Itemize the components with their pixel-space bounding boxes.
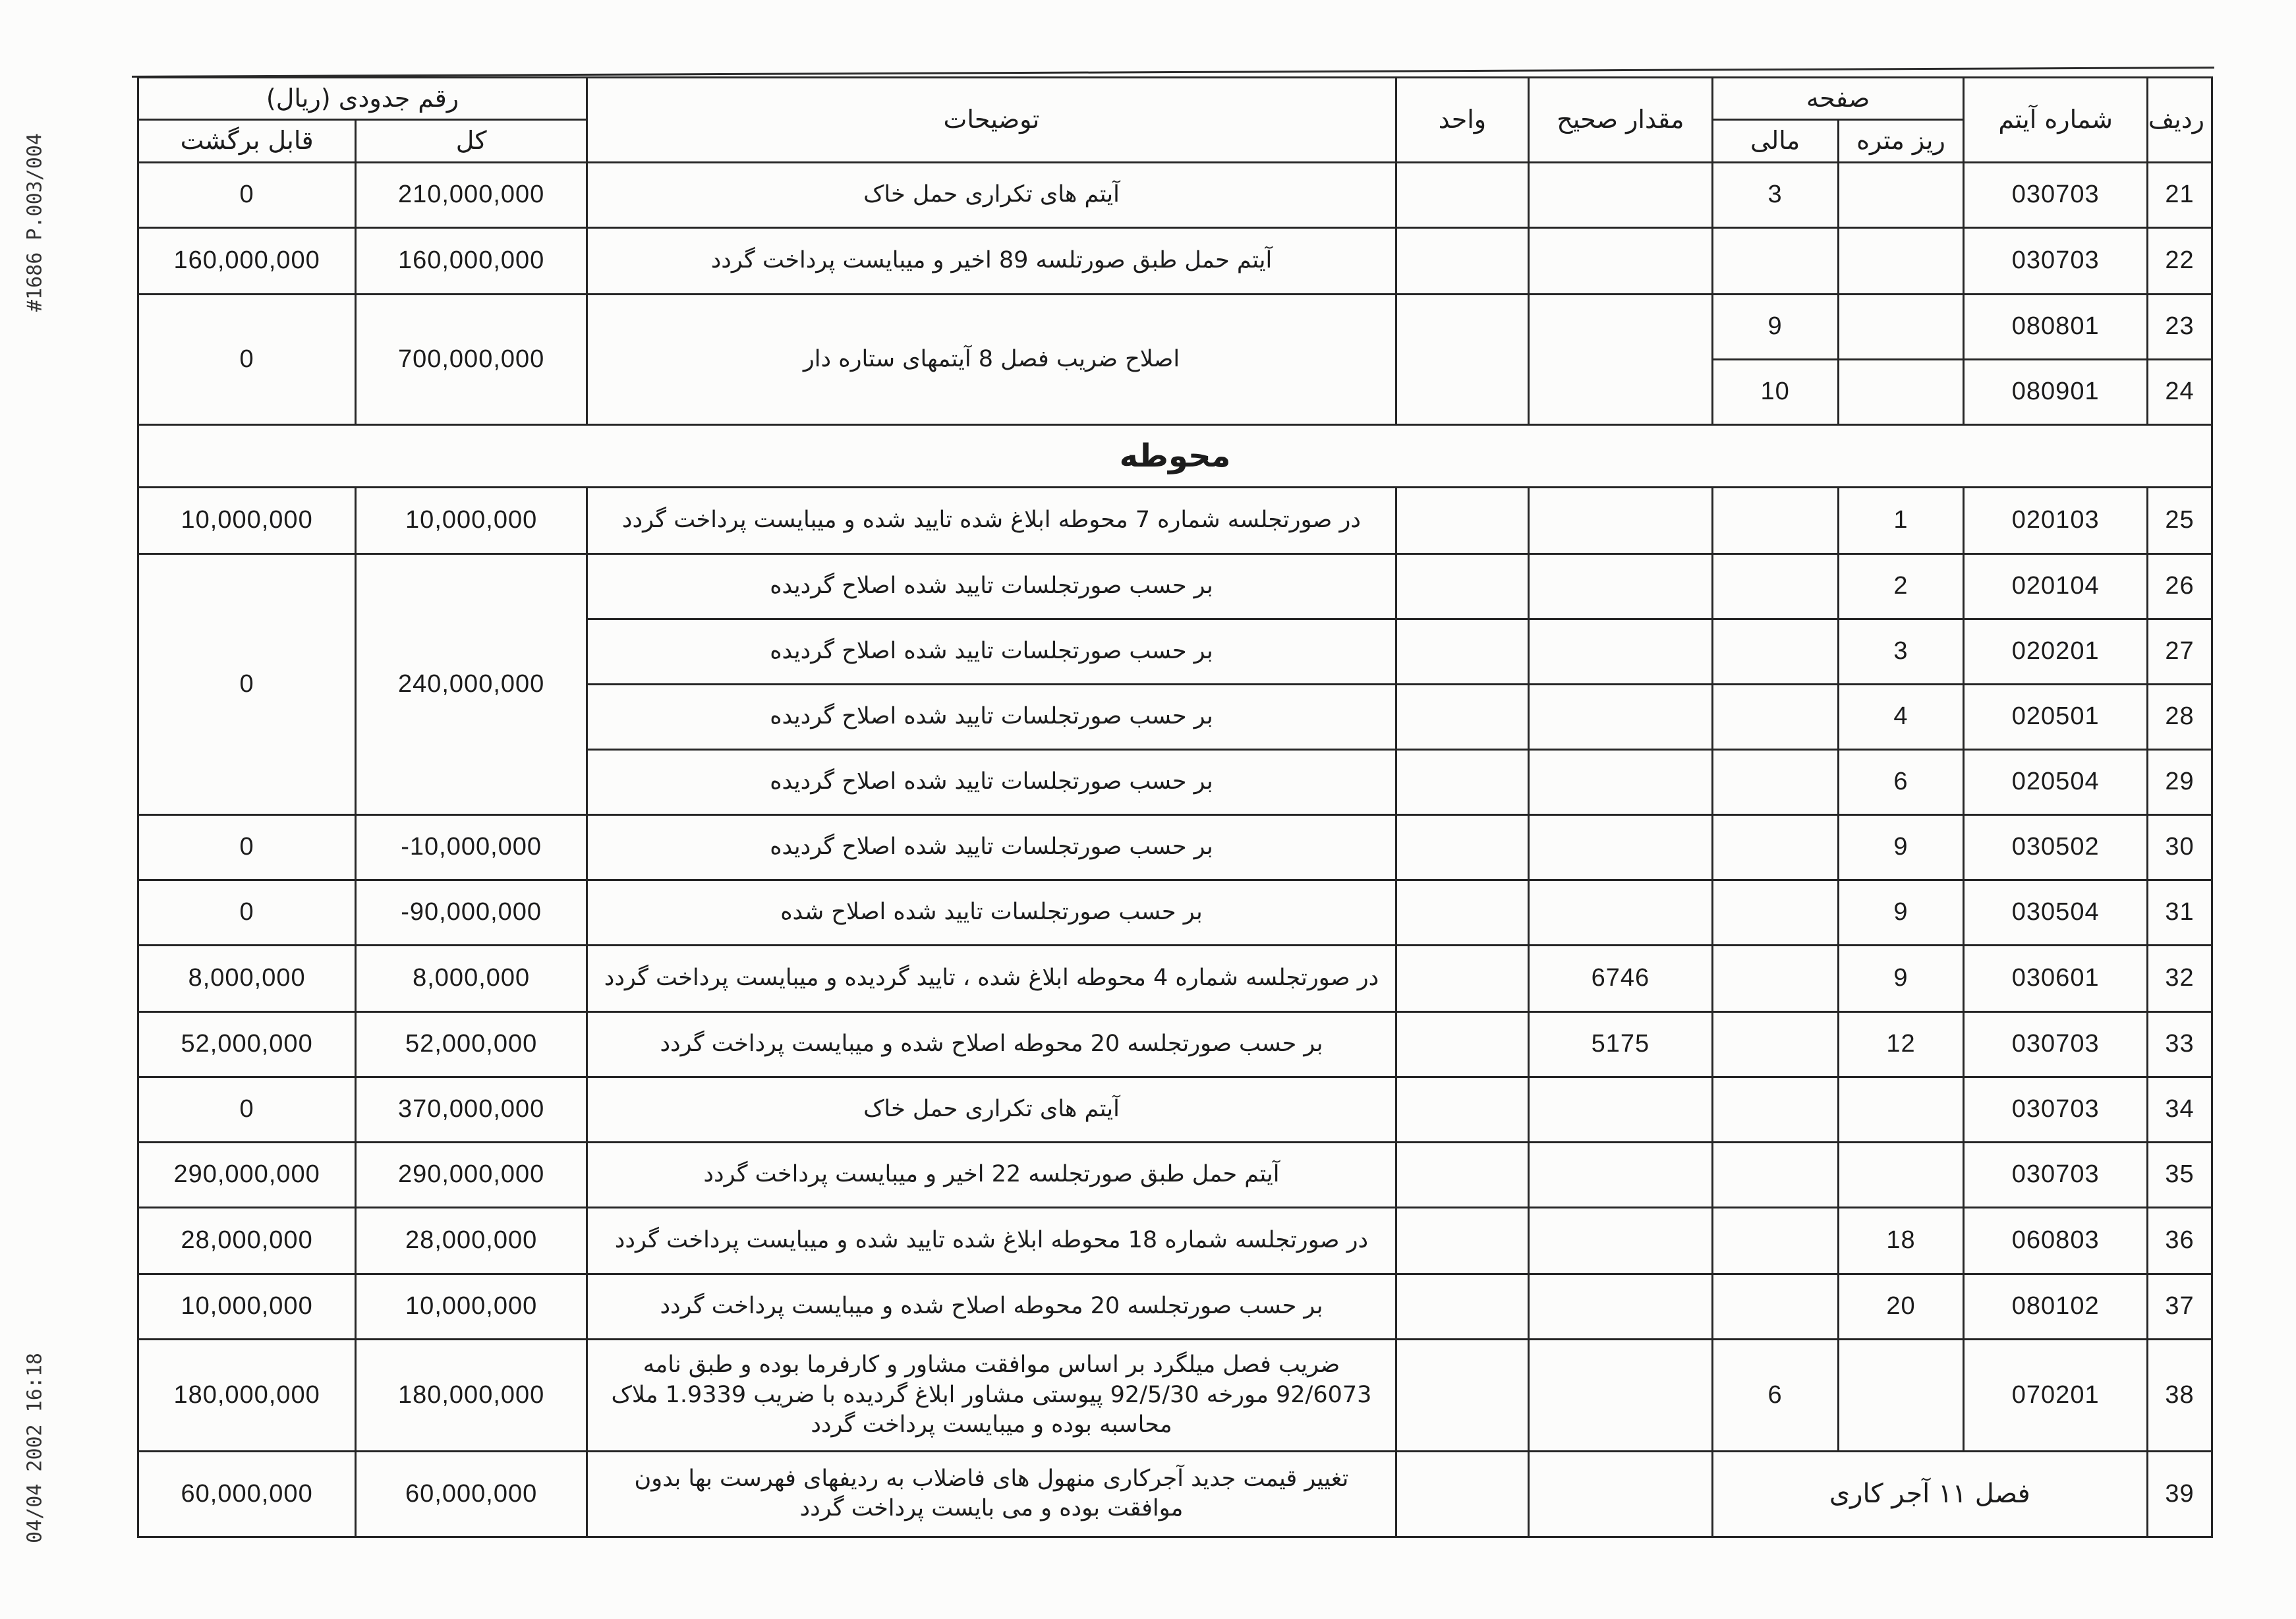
cell-unit xyxy=(1396,814,1528,880)
table-row xyxy=(138,227,2212,294)
cell-item-no: 080801 xyxy=(1964,294,2148,359)
cell-refundable: 160,000,000 xyxy=(138,227,356,294)
cell-item-no: 080102 xyxy=(1964,1274,2148,1339)
cell-total: 60,000,000 xyxy=(356,1451,587,1537)
cell-description: بر حسب صورتجلسات تایید شده اصلاح گردیده xyxy=(587,554,1396,619)
cell-row-no: 26 xyxy=(2147,554,2212,619)
cell-page-financial: 10 xyxy=(1712,359,1838,424)
cell-row-no: 35 xyxy=(2147,1142,2212,1207)
header-description: توضیحات xyxy=(587,78,1396,163)
cell-total: 160,000,000 xyxy=(356,227,587,294)
cell-correct-amount xyxy=(1529,554,1713,619)
cell-unit xyxy=(1396,1207,1528,1274)
cell-total: -90,000,000 xyxy=(356,880,587,945)
table-row xyxy=(138,814,2212,880)
cell-correct-amount xyxy=(1529,1274,1713,1339)
cell-correct-amount: 6746 xyxy=(1529,945,1713,1011)
cell-page-meter xyxy=(1838,1339,1964,1451)
cell-unit xyxy=(1396,1011,1528,1077)
cell-page-financial xyxy=(1712,814,1838,880)
table-row xyxy=(138,487,2212,554)
cell-page-meter: 3 xyxy=(1838,619,1964,684)
cell-unit xyxy=(1396,487,1528,554)
cell-refundable: 0 xyxy=(138,814,356,880)
cell-row-no: 22 xyxy=(2147,227,2212,294)
cell-description: در صورتجلسه شماره 7 محوطه ابلاغ شده تایید شده و میبایست پرداخت گردد xyxy=(587,487,1396,554)
cell-page-meter: 20 xyxy=(1838,1274,1964,1339)
cell-total: 290,000,000 xyxy=(356,1142,587,1207)
cell-correct-amount xyxy=(1529,1207,1713,1274)
cell-item-no: 020103 xyxy=(1964,487,2148,554)
cell-page-financial: 3 xyxy=(1712,162,1838,227)
cell-description: بر حسب صورتجلسات تایید شده اصلاح گردیده xyxy=(587,619,1396,684)
section-row xyxy=(138,424,2212,487)
cell-page-meter xyxy=(1838,162,1964,227)
cell-item-no: 030703 xyxy=(1964,227,2148,294)
cell-correct-amount xyxy=(1529,487,1713,554)
cell-description: در صورتجلسه شماره 18 محوطه ابلاغ شده تایید شده و میبایست پرداخت گردد xyxy=(587,1207,1396,1274)
cell-description: بر حسب صورتجلسه 20 محوطه اصلاح شده و میبایست پرداخت گردد xyxy=(587,1011,1396,1077)
cell-page-financial xyxy=(1712,227,1838,294)
header-amount-group: رقم جدودی (ریال) xyxy=(138,78,587,120)
cell-correct-amount xyxy=(1529,294,1713,424)
cell-correct-amount xyxy=(1529,162,1713,227)
cell-row-no: 30 xyxy=(2147,814,2212,880)
cell-description: بر حسب صورتجلسات تایید شده اصلاح گردیده xyxy=(587,814,1396,880)
cell-total: 180,000,000 xyxy=(356,1339,587,1451)
document-table-wrapper xyxy=(137,76,2213,1538)
table-row xyxy=(138,1274,2212,1339)
cell-item-no: 030502 xyxy=(1964,814,2148,880)
fax-header-margin xyxy=(12,0,58,1619)
header-correct-amount: مقدار صحیح xyxy=(1529,78,1713,163)
header-item-no: شماره آیتم xyxy=(1964,78,2148,163)
cell-description: تغییر قیمت جدید آجرکاری منهول های فاضلاب به ردیفهای فهرست بها بدون موافقت بوده و می بایست پرداخت گردد xyxy=(587,1451,1396,1537)
cell-item-no: 020504 xyxy=(1964,749,2148,814)
cell-correct-amount xyxy=(1529,1451,1713,1537)
cell-refundable: 0 xyxy=(138,880,356,945)
cell-page-meter: 2 xyxy=(1838,554,1964,619)
cell-total: 370,000,000 xyxy=(356,1077,587,1142)
cell-row-no: 32 xyxy=(2147,945,2212,1011)
cell-unit xyxy=(1396,1451,1528,1537)
cell-refundable: 0 xyxy=(138,294,356,424)
table-row xyxy=(138,945,2212,1011)
cell-refundable: 0 xyxy=(138,1077,356,1142)
cell-unit xyxy=(1396,684,1528,749)
cell-refundable: 28,000,000 xyxy=(138,1207,356,1274)
table-row xyxy=(138,1451,2212,1537)
cell-row-no: 29 xyxy=(2147,749,2212,814)
cell-refundable: 10,000,000 xyxy=(138,487,356,554)
cell-page-financial xyxy=(1712,684,1838,749)
cell-page-meter: 1 xyxy=(1838,487,1964,554)
cell-page-meter xyxy=(1838,1142,1964,1207)
cell-row-no: 28 xyxy=(2147,684,2212,749)
table-row xyxy=(138,1011,2212,1077)
cell-correct-amount xyxy=(1529,1339,1713,1451)
cell-refundable: 0 xyxy=(138,162,356,227)
cell-description: اصلاح ضریب فصل 8 آیتمهای ستاره دار xyxy=(587,294,1396,424)
cell-unit xyxy=(1396,619,1528,684)
cell-item-no: 020104 xyxy=(1964,554,2148,619)
cell-page-meter xyxy=(1838,227,1964,294)
cell-refundable: 8,000,000 xyxy=(138,945,356,1011)
cell-page-financial xyxy=(1712,749,1838,814)
cell-page-financial xyxy=(1712,487,1838,554)
items-table xyxy=(137,76,2213,1538)
fax-id-text: #1686 P.003/004 xyxy=(23,133,47,312)
cell-item-no: 060803 xyxy=(1964,1207,2148,1274)
cell-page-financial xyxy=(1712,1142,1838,1207)
cell-description: آیتم حمل طبق صورتجلسه 22 اخیر و میبایست پرداخت گردد xyxy=(587,1142,1396,1207)
cell-refundable: 290,000,000 xyxy=(138,1142,356,1207)
cell-item-no: 030601 xyxy=(1964,945,2148,1011)
cell-unit xyxy=(1396,945,1528,1011)
cell-item-no: 030703 xyxy=(1964,162,2148,227)
header-page-meter: ریز متره xyxy=(1838,120,1964,162)
cell-page-meter: 4 xyxy=(1838,684,1964,749)
cell-page-financial xyxy=(1712,554,1838,619)
cell-row-no: 27 xyxy=(2147,619,2212,684)
cell-refundable: 180,000,000 xyxy=(138,1339,356,1451)
fax-date-text: 04/04 2002 16:18 xyxy=(23,1353,47,1543)
cell-page-financial xyxy=(1712,1011,1838,1077)
table-row xyxy=(138,1077,2212,1142)
cell-row-no: 21 xyxy=(2147,162,2212,227)
cell-description: آیتم های تکراری حمل خاک xyxy=(587,162,1396,227)
cell-row-no: 39 xyxy=(2147,1451,2212,1537)
cell-correct-amount xyxy=(1529,1142,1713,1207)
cell-total: 210,000,000 xyxy=(356,162,587,227)
table-row xyxy=(138,1207,2212,1274)
cell-description: آیتم های تکراری حمل خاک xyxy=(587,1077,1396,1142)
header-row-1 xyxy=(138,78,2212,120)
cell-item-no: 030703 xyxy=(1964,1077,2148,1142)
cell-page-financial: 6 xyxy=(1712,1339,1838,1451)
table-row xyxy=(138,1339,2212,1451)
cell-page-financial xyxy=(1712,1274,1838,1339)
table-row xyxy=(138,880,2212,945)
cell-refundable: 10,000,000 xyxy=(138,1274,356,1339)
table-row xyxy=(138,162,2212,227)
cell-page-financial: 9 xyxy=(1712,294,1838,359)
section-title: محوطه xyxy=(138,424,2212,487)
cell-description: بر حسب صورتجلسات تایید شده اصلاح شده xyxy=(587,880,1396,945)
header-page-financial: مالی xyxy=(1712,120,1838,162)
cell-unit xyxy=(1396,554,1528,619)
cell-page-meter: 18 xyxy=(1838,1207,1964,1274)
cell-row-no: 23 xyxy=(2147,294,2212,359)
cell-correct-amount xyxy=(1529,814,1713,880)
cell-description: آیتم حمل طبق صورتلسه 89 اخیر و میبایست پرداخت گردد xyxy=(587,227,1396,294)
cell-correct-amount xyxy=(1529,227,1713,294)
cell-item-no: 070201 xyxy=(1964,1339,2148,1451)
cell-row-no: 24 xyxy=(2147,359,2212,424)
cell-page-financial xyxy=(1712,619,1838,684)
cell-refundable: 52,000,000 xyxy=(138,1011,356,1077)
cell-correct-amount xyxy=(1529,880,1713,945)
cell-description: بر حسب صورتجلسات تایید شده اصلاح گردیده xyxy=(587,684,1396,749)
cell-unit xyxy=(1396,1339,1528,1451)
cell-page-meter: 9 xyxy=(1838,814,1964,880)
cell-unit xyxy=(1396,162,1528,227)
cell-correct-amount xyxy=(1529,684,1713,749)
cell-correct-amount xyxy=(1529,619,1713,684)
cell-page-meter: 9 xyxy=(1838,880,1964,945)
header-total: کل xyxy=(356,120,587,162)
cell-page-financial xyxy=(1712,880,1838,945)
cell-correct-amount: 5175 xyxy=(1529,1011,1713,1077)
cell-page-meter: 9 xyxy=(1838,945,1964,1011)
cell-unit xyxy=(1396,1142,1528,1207)
cell-total: 28,000,000 xyxy=(356,1207,587,1274)
cell-unit xyxy=(1396,227,1528,294)
cell-page-meter xyxy=(1838,359,1964,424)
cell-row-no: 37 xyxy=(2147,1274,2212,1339)
cell-correct-amount xyxy=(1529,1077,1713,1142)
cell-item-no: 030703 xyxy=(1964,1142,2148,1207)
header-row-no: ردیف xyxy=(2147,78,2212,163)
header-unit: واحد xyxy=(1396,78,1528,163)
cell-total: 52,000,000 xyxy=(356,1011,587,1077)
cell-page-financial xyxy=(1712,1207,1838,1274)
table-row xyxy=(138,294,2212,359)
cell-description: ضریب فصل میلگرد بر اساس موافقت مشاور و کارفرما بوده و طبق نامه 92/6073 مورخه 92/5/30 پیوستی مشاور ابلاغ گردیده با ضریب 1.9339 ملاک محاسبه بوده و میبایست پرداخت گردد xyxy=(587,1339,1396,1451)
cell-page-meter xyxy=(1838,1077,1964,1142)
cell-refundable: 60,000,000 xyxy=(138,1451,356,1537)
cell-unit xyxy=(1396,294,1528,424)
cell-row-no: 38 xyxy=(2147,1339,2212,1451)
cell-row-no: 34 xyxy=(2147,1077,2212,1142)
cell-page-meter xyxy=(1838,294,1964,359)
cell-refundable: 0 xyxy=(138,554,356,814)
cell-unit xyxy=(1396,1274,1528,1339)
cell-item-no: 020201 xyxy=(1964,619,2148,684)
cell-total: 8,000,000 xyxy=(356,945,587,1011)
cell-total: 10,000,000 xyxy=(356,1274,587,1339)
cell-row-no: 25 xyxy=(2147,487,2212,554)
cell-description: بر حسب صورتجلسات تایید شده اصلاح گردیده xyxy=(587,749,1396,814)
table-row xyxy=(138,554,2212,619)
cell-unit xyxy=(1396,1077,1528,1142)
cell-page-financial xyxy=(1712,1077,1838,1142)
cell-description: بر حسب صورتجلسه 20 محوطه اصلاح شده و میبایست پرداخت گردد xyxy=(587,1274,1396,1339)
cell-row-no: 31 xyxy=(2147,880,2212,945)
header-refundable: قابل برگشت xyxy=(138,120,356,162)
cell-item-no: 030703 xyxy=(1964,1011,2148,1077)
cell-item-no: 080901 xyxy=(1964,359,2148,424)
cell-row-no: 33 xyxy=(2147,1011,2212,1077)
cell-description: در صورتجلسه شماره 4 محوطه ابلاغ شده ، تایید گردیده و میبایست پرداخت گردد xyxy=(587,945,1396,1011)
cell-item-no: 030504 xyxy=(1964,880,2148,945)
cell-unit xyxy=(1396,880,1528,945)
cell-page-financial xyxy=(1712,945,1838,1011)
scan-edge-marks xyxy=(2266,975,2292,1436)
cell-row-no: 36 xyxy=(2147,1207,2212,1274)
header-page-group: صفحه xyxy=(1712,78,1964,120)
cell-total: 240,000,000 xyxy=(356,554,587,814)
cell-total: 10,000,000 xyxy=(356,487,587,554)
cell-item-no: فصل ۱۱ آجر کاری xyxy=(1712,1451,2147,1537)
cell-correct-amount xyxy=(1529,749,1713,814)
cell-page-meter: 12 xyxy=(1838,1011,1964,1077)
cell-item-no: 020501 xyxy=(1964,684,2148,749)
cell-total: -10,000,000 xyxy=(356,814,587,880)
cell-total: 700,000,000 xyxy=(356,294,587,424)
cell-unit xyxy=(1396,749,1528,814)
cell-page-meter: 6 xyxy=(1838,749,1964,814)
table-row xyxy=(138,1142,2212,1207)
